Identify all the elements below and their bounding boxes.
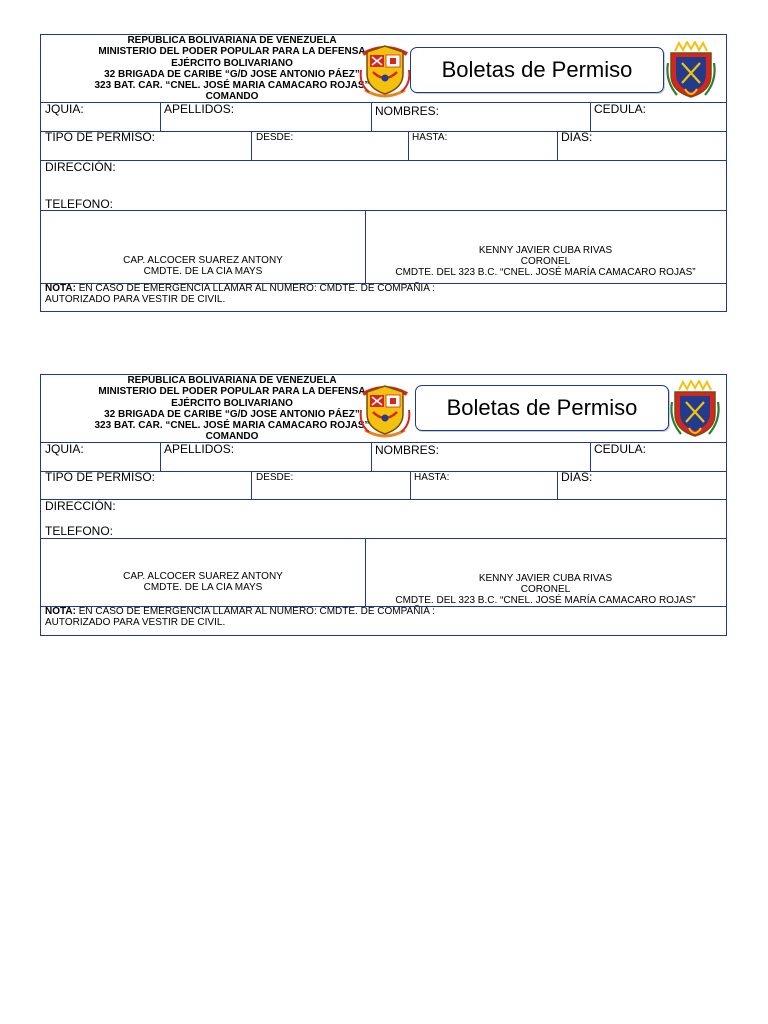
header-line-battalion: 323 BAT. CAR. “CNEL. JOSÉ MARIA CAMACARO ROJAS” — [94, 80, 370, 92]
desde-label: DESDE: — [256, 472, 294, 483]
permit-slip-1 — [40, 34, 727, 312]
jquia-label: JQUIA: — [45, 102, 84, 116]
header-block — [71, 35, 393, 103]
header-line-ministry: MINISTERIO DEL PODER POPULAR PARA LA DEFENSA — [98, 46, 366, 58]
header-line-brigade: 32 BRIGADA DE CARIBE “G/D JOSE ANTONIO PÁEZ” — [104, 408, 360, 420]
header-line-ministry: MINISTERIO DEL PODER POPULAR PARA LA DEFENSA — [98, 386, 366, 398]
header-line-republic: REPÚBLICA BOLIVARIANA DE VENEZUELA — [127, 375, 337, 386]
note-label: NOTA: — [45, 606, 76, 617]
note-civil: AUTORIZADO PARA VESTIR DE CIVIL. — [45, 617, 226, 628]
signature-right-name: KENNY JAVIER CUBA RIVAS — [478, 573, 613, 584]
signature-left-name: CAP. ALCOCER SUAREZ ANTONY — [123, 571, 283, 582]
page-title: Boletas de Permiso — [446, 395, 638, 420]
signature-left — [41, 571, 365, 593]
apellidos-label: APELLIDOS: — [164, 442, 235, 456]
header-line-command: COMANDO — [205, 91, 259, 103]
signature-right-name: KENNY JAVIER CUBA RIVAS — [478, 245, 613, 256]
header-line-battalion: 323 BAT. CAR. “CNEL. JOSÉ MARIA CAMACARO ROJAS” — [94, 420, 370, 432]
page-title: Boletas de Permiso — [441, 57, 633, 82]
signature-right — [365, 245, 726, 278]
hasta-label: HASTA: — [414, 472, 450, 483]
cedula-label: CEDULA: — [594, 442, 647, 456]
brigade-shield-emblem-icon — [359, 380, 411, 440]
signature-left-title: CMDTE. DE LA CIA MAYS — [143, 266, 263, 277]
desde-label: DESDE: — [256, 132, 294, 143]
jquia-label: JQUIA: — [45, 442, 84, 456]
nombres-label: NOMBRES: — [375, 104, 440, 118]
nombres-label: NOMBRES: — [375, 443, 440, 457]
header-line-republic: REPÚBLICA BOLIVARIANA DE VENEZUELA — [127, 35, 337, 46]
signature-right-rank: CORONEL — [520, 256, 571, 267]
title-box — [410, 47, 664, 93]
signature-left-title: CMDTE. DE LA CIA MAYS — [143, 582, 263, 593]
header-line-army: EJÉRCITO BOLIVARIANO — [171, 397, 293, 409]
tipo-permiso-label: TIPO DE PERMISO: — [45, 130, 156, 144]
signature-right-title: CMDTE. DEL 323 B.C. “CNEL. JOSÉ MARÍA CAMACARO ROJAS” — [395, 595, 696, 606]
signature-left-name: CAP. ALCOCER SUAREZ ANTONY — [123, 255, 283, 266]
telefono-label: TELEFONO: — [45, 524, 114, 538]
title-box — [415, 385, 669, 431]
permit-slip-2 — [40, 374, 727, 636]
telefono-label: TELEFONO: — [45, 197, 114, 211]
apellidos-label: APELLIDOS: — [164, 102, 235, 116]
dias-label: DIAS: — [561, 470, 593, 484]
header-line-army: EJÉRCITO BOLIVARIANO — [171, 57, 293, 69]
note-emergency: EN CASO DE EMERGENCIA LLAMAR AL NUMERO: CMDTE. DE COMPAÑIA : — [75, 606, 435, 617]
dias-label: DIAS: — [561, 130, 593, 144]
brigade-shield-emblem-icon — [359, 40, 411, 100]
hasta-label: HASTA: — [412, 132, 448, 143]
note-civil: AUTORIZADO PARA VESTIR DE CIVIL. — [45, 294, 226, 305]
signature-left — [41, 255, 365, 277]
note — [45, 606, 435, 628]
signature-right-title: CMDTE. DEL 323 B.C. “CNEL. JOSÉ MARÍA CAMACARO ROJAS” — [395, 267, 696, 278]
direccion-label: DIRECCIÓN: — [45, 160, 116, 174]
army-shield-emblem-icon — [665, 41, 717, 101]
note — [45, 283, 435, 305]
signature-right-rank: CORONEL — [520, 584, 571, 595]
header-block — [71, 375, 393, 443]
header-line-command: COMANDO — [205, 431, 259, 443]
cedula-label: CEDULA: — [594, 102, 647, 116]
army-shield-emblem-icon — [669, 380, 721, 440]
signature-right — [365, 573, 726, 606]
header-line-brigade: 32 BRIGADA DE CARIBE “G/D JOSE ANTONIO PÁEZ” — [104, 68, 360, 80]
note-emergency: EN CASO DE EMERGENCIA LLAMAR AL NUMERO: CMDTE. DE COMPAÑIA : — [75, 283, 435, 294]
tipo-permiso-label: TIPO DE PERMISO: — [45, 470, 156, 484]
note-label: NOTA: — [45, 283, 76, 294]
direccion-label: DIRECCIÓN: — [45, 499, 116, 513]
